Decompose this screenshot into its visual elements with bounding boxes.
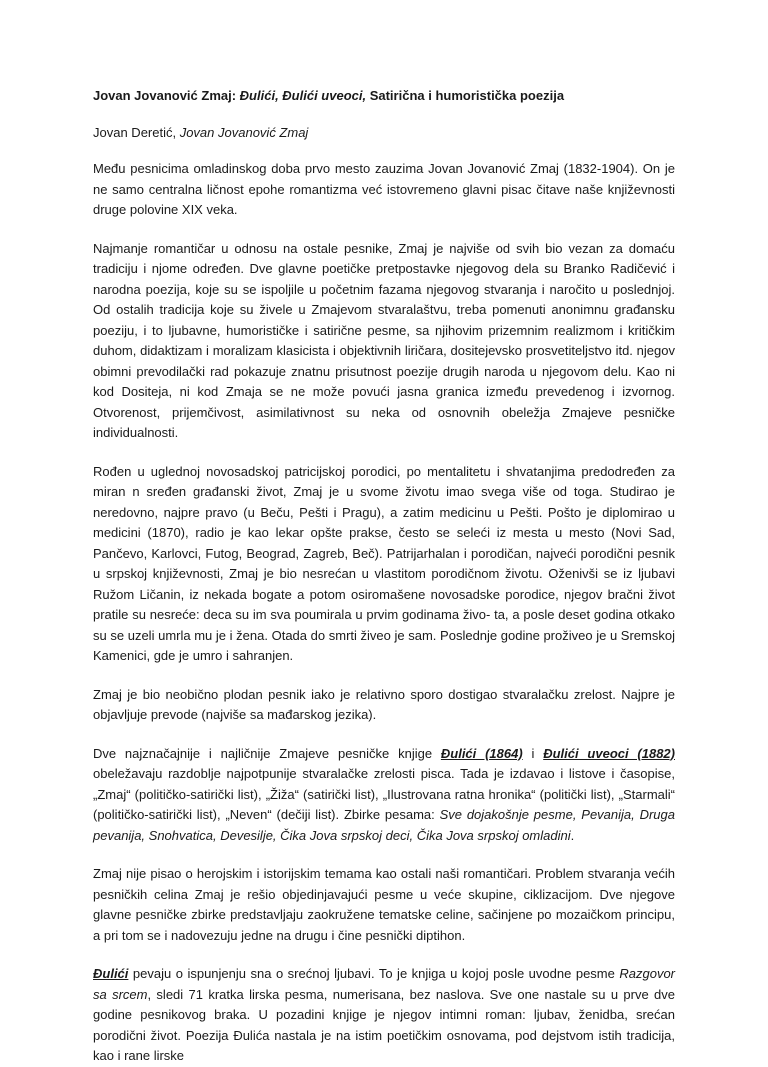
author-line	[93, 123, 675, 144]
p5-text-4: .	[570, 827, 575, 843]
paragraph-2: Najmanje romantičar u odnosu na ostale pesnike, Zmaj je najviše od svih bio vezan za domaću tradiciju i njome određen. Dve glavne poetičke pretpostavke njegovog dela su Branko Radičević i narodna poezija, koje su se ispoljile u početnim fazama njegovog stvaranja i naročito u poslednjoj. Od ostalih tradicija koje su živele u Zmajevom stvaralaštvu, treba pomenuti anonimnu građansku poeziju, i to ljubavne, humorističke i satirične pesme, sa njihovim prizemnim realizmom i kritičkim duhom, didaktizam i moralizam klasicista i objektivnih liričara, dositejevsko prosvetiteljstvo itd. njegov obimni prevodilački rad pokazuje znatnu prisutnost poezije drugih naroda u njegovom delu. Kao ni kod Dositeja, ni kod Zmaja se ne može povući jasna granica između prevedenog i izvornog. Otvorenost, prijemčivost, asimilativnost su neka od osnovnih obeležja Zmajeve pesničke individualnosti.	[93, 240, 675, 440]
p5-text-2: i	[522, 745, 544, 761]
paragraph-5	[93, 744, 675, 847]
p7-text-2: , sledi 71 kratka lirska pesma, numerisana, bez naslova. Sve one nastale su u prve dve godine pesnikovog braka. U pozadini knjige je njegov intimni roman: ljubav, ženidba, srećan porodični život. Poezija Đulića nastala je na istim poetičkim osnovama, pod dejstvom istih tradicija, kao i rane lirske	[93, 986, 675, 1063]
paragraph-1: Među pesnicima omladinskog doba prvo mesto zauzima Jovan Jovanović Zmaj (1832-1904). On je ne samo centralna ličnost epohe romantizma već istovremeno glavni pisac čitave naše književnosti druge polovine XIX veka.	[93, 161, 675, 217]
title-works: Đulići, Đulići uveoci,	[239, 88, 367, 103]
p5-text-3: obeležavaju razdoblje najpotpunije stvaralačke zrelosti pisca. Tada je izdavao i listove i časopise, „Zmaj“ (političko-satirički list), „Žiža“ (satirički list), „Ilustrovana ratna hronika“ (politički list), „Starmali“ (političko-satirički list), „Neven“ (dečiji list). Zbirke pesama:	[93, 766, 675, 822]
link-dulici[interactable]: Đulići	[93, 966, 129, 981]
p5-collections-italic: Sve dojakošnje pesme, Pevanija, Druga pevanija, Snohvatica, Devesilje, Čika Jova srpskoj deci, Čika Jova srpskoj omladini	[93, 807, 675, 843]
p7-text-1: pevaju o ispunjenju sna o srećnoj ljubavi. To je knjiga u kojoj posle uvodne pesme	[128, 966, 620, 981]
title-prefix: Jovan Jovanović Zmaj:	[93, 88, 240, 103]
paragraph-4: Zmaj je bio neobično plodan pesnik iako je relativno sporo dostigao stvaralačku zrelost. Najpre je objavljuje prevode (najviše sa mađarskog jezika).	[93, 686, 675, 722]
author-name: Jovan Deretić,	[93, 124, 180, 140]
author-work: Jovan Jovanović Zmaj	[179, 124, 309, 140]
paragraph-6: Zmaj nije pisao o herojskim i istorijskim temama kao ostali naši romantičari. Problem stvaranja većih pesničkih celina Zmaj je rešio objedinjavajući pesme u veće skupine, ciklizacijom. Dve njegove glavne pesničke zbirke predstavljaju zaokružene tematske celine, sačinjene po mozaičkom principu, a pri tom se i nadovezuju jedne na drugu i čine pesnički diptihon.	[93, 866, 675, 943]
title-suffix: Satirična i humoristička poezija	[366, 88, 565, 103]
link-dulici-uveoci-1882[interactable]: Đulići uveoci (1882)	[543, 745, 675, 761]
paragraph-3: Rođen u uglednoj novosadskoj patricijskoj porodici, po mentalitetu i shvatanjima predodređen za miran n sređen građanski život, Zmaj je u svome životu imao svega više od toga. Studirao je neredovno, najpre pravo (u Beču, Pešti i Pragu), a zatim medicinu u Pešti. Pošto je diplomirao u medicini (1870), radio je kao lekar opšte prakse, često se seleći iz mesta u mesto (Novi Sad, Pančevo, Karlovci, Futog, Beograd, Zagreb, Beč). Patrijarhalan i porodičan, najveći porodični pesnik u srpskoj književnosti, Zmaj je bio nesrećan u vlastitom porodičnom životu. Oženivši se iz ljubavi Ružom Ličanin, iz nekada bogate a potom osiromašene novosadske porodice, njegov bračni život pratile su nesreće: deca su im sva poumirala u prvim godinama živo- ta, a posle deset godina otkako su se uzeli umrla mu je i žena. Otada do smrti živeo je sam. Poslednje godine proživeo je u Sremskoj Kamenici, gde je umro i sahranjen.	[93, 463, 675, 663]
p7-poem-title-italic: Razgovor sa srcem	[93, 966, 675, 1002]
document-title	[93, 86, 675, 107]
paragraph-7	[93, 964, 675, 1067]
link-dulici-1864[interactable]: Đulići (1864)	[440, 745, 523, 761]
p5-text-1: Dve najznačajnije i najličnije Zmajeve pesničke knjige	[93, 745, 441, 761]
